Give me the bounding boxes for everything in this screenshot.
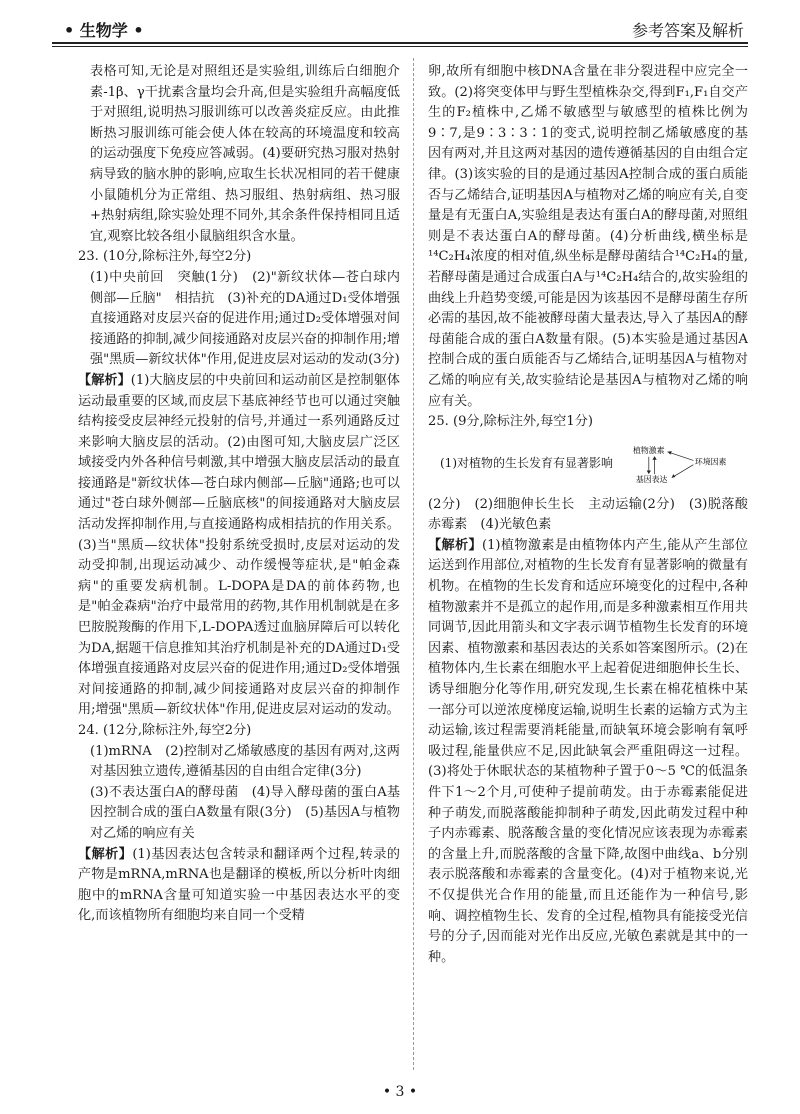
question-heading: 23. (10分,除标注外,每空2分) — [78, 249, 252, 265]
answer: (1)mRNA (2)控制对乙烯敏感度的基因有两对,这两对基因独立遗传,遵循基因的自由组合定律(3分) — [90, 743, 400, 780]
node-gene: 基因表达 — [635, 474, 668, 484]
page-number: • 3 • — [382, 1084, 418, 1100]
answer: (1)对植物的生长发育有显著影响 — [440, 456, 613, 471]
analysis: 【解析】(1)大脑皮层的中央前回和运动前区是控制躯体运动最重要的区域,而皮层下基底神经节也可以通过突触结构接受皮层神经元投射的信号,并通过一系列通路反过来影响大脑皮层的活动。(2)由图可知,大脑皮层广泛区域接受内外各种信号刺激,其中增强大脑皮层活动的最直接通路是"新纹状体—苍白球内侧部—丘脑"通路;也可以通过"苍白球外侧部—丘脑底核"的间接通路对大脑皮层活动发挥抑制作用,与直接通路构成相拮抗的作用关系。(3)当"黑质—纹状体"投射系统受损时,皮层对运动的发动受抑制,出现运动减少、动作缓慢等症状,是"帕金森病"的重要发病机制。L-DOPA是DA的前体药物,也是"帕金森病"治疗中最常用的药物,其作用机制就是在多巴胺脱羧酶的作用下,L-DOPA透过血脑屏障后可以转化为DA,据题干信息推知其治疗机制是补充的DA通过D₁受体增强直接通路对皮层兴奋的促进作用;通过D₂受体增强对间接通路的抑制,减少间接通路对皮层兴奋的抑制作用;增强"黑质—新纹状体"作用,促进皮层对运动的发动。 — [78, 372, 401, 718]
answer-diagram-row — [428, 435, 748, 493]
answer: (2分) (2)细胞伸长生长 主动运输(2分) (3)脱落酸 赤霉素 (4)光敏色素 — [428, 496, 762, 533]
section-title: 参考答案及解析 — [631, 21, 744, 40]
analysis-tag: 【解析】 — [78, 846, 133, 862]
header-rule-thin — [52, 46, 748, 47]
question-heading: 25. (9分,除标注外,每空1分) — [428, 414, 593, 430]
node-hormone: 植物激素 — [633, 445, 665, 455]
analysis-tag: 【解析】 — [78, 372, 131, 388]
paragraph: 卵,故所有细胞中核DNA含量在非分裂进程中应完全一致。(2)将突变体甲与野生型植株杂交,得到F₁,F₁自交产生的F₂植株中,乙烯不敏感型与敏感型的植株比例为9∶7,是9∶3∶3∶1的变式,说明控制乙烯敏感度的基因有两对,并且这两对基因的遗传遵循基因的自由组合定律。(3)该实验的目的是通过基因A控制合成的蛋白质能否与乙烯结合,证明基因A与植物对乙烯的响应有关,自变量是有无蛋白A,实验组是表达有蛋白A的酵母菌,对照组则是不表达蛋白A的酵母菌。(4)分析曲线,横坐标是¹⁴C₂H₄浓度的相对值,纵坐标是酵母菌结合¹⁴C₂H₄的量,若酵母菌是通过合成蛋白A与¹⁴C₂H₄结合的,故实验组的曲线上升趋势变缓,可能是因为该基因不是酵母菌生存所必需的基因,故不能被酵母菌大量表达,导入了基因A的酵母菌能合成的蛋白A数量有限。(5)本实验是通过基因A控制合成的蛋白质能否与乙烯结合,证明基因A与植物对乙烯的响应有关,故实验结论是基因A与植物对乙烯的响应有关。 — [428, 64, 748, 409]
regulation-diagram — [633, 435, 748, 493]
answer: (3)不表达蛋白A的酵母菌 (4)导入酵母菌的蛋白A基因控制合成的蛋白A数量有限(3分) (5)基因A与植物对乙烯的响应有关 — [90, 784, 400, 841]
answer: (1)中央前回 突触(1分) (2)"新纹状体—苍白球内侧部—丘脑" 相拮抗 (3)补充的DA通过D₁受体增强直接通路对皮层兴奋的促进作用;通过D₂受体增强对间接通路的抑制,减少间接通路对皮层兴奋的抑制作用;增强"黑质—新纹状体"作用,促进皮层对运动的发动(3分) — [90, 269, 400, 368]
node-env: 环境因素 — [694, 457, 727, 467]
right-column — [428, 62, 762, 968]
paragraph: 表格可知,无论是对照组还是实验组,训练后白细胞介素-1β、γ干扰素含量均会升高,但是实验组升高幅度低于对照组,说明热习服训练可以改善炎症反应。由此推断热习服训练可能会使人体在较高的环境温度和较高的运动强度下免疫应答减弱。(4)要研究热习服对热射病导致的脑水肿的影响,应取生长状况相同的若干健康小鼠随机分为正常组、热习服组、热射病组、热习服+热射病组,除实验处理不同外,其余条件保持相同且适宜,观察比较各组小鼠脑组织含水量。 — [90, 64, 400, 244]
analysis: 【解析】(1)植物激素是由植物体内产生,能从产生部位运送到作用部位,对植物的生长发育有显著影响的微量有机物。在植物的生长发育和适应环境变化的过程中,各种植物激素并不是孤立的起作用,而是多种激素相互作用共同调节,因此用箭头和文字表示调节植物生长发育的环境因素、植物激素和基因表达的关系如答案图所示。(2)在植物体内,生长素在细胞水平上起着促进细胞伸长生长、诱导细胞分化等作用,研究发现,生长素在棉花植株中某一部分可以逆浓度梯度运输,说明生长素的运输方式为主动运输,该过程需要消耗能量,而缺氧环境会影响有氧呼吸过程,能量供应不足,因此缺氧会严重阻碍这一过程。(3)将处于休眠状态的某植物种子置于0～5 ℃的低温条件下1～2个月,可使种子提前萌发。由于赤霉素能促进种子萌发,而脱落酸能抑制种子萌发,因此萌发过程中种子内赤霉素、脱落酸含量的变化情况应该表现为赤霉素的含量上升,而脱落酸的含量下降,故图中曲线a、b分别表示脱落酸和赤霉素的含量变化。(4)对于植物来说,光不仅提供光合作用的能量,而且还能作为一种信号,影响、调控植物生长、发育的全过程,植物具有能接受光信号的分子,因而能对光作出反应,光敏色素就是其中的一种。 — [428, 537, 748, 965]
arrow-head — [647, 470, 651, 474]
analysis-tag: 【解析】 — [428, 537, 482, 553]
left-column — [78, 62, 400, 927]
arrow-head — [652, 456, 656, 460]
arrow-env-gene — [672, 464, 694, 477]
analysis: 【解析】(1)基因表达包含转录和翻译两个过程,转录的产物是mRNA,mRNA也是翻译的模板,所以分析叶肉细胞中的mRNA含量可知道实验一中基因表达水平的变化,而该植物所有细胞均来自同一个受精 — [78, 846, 400, 924]
question-heading: 24. (12分,除标注外,每空2分) — [78, 723, 252, 738]
page-header — [52, 14, 748, 42]
header-rule — [52, 42, 748, 44]
column-divider — [413, 58, 414, 1070]
arrow-env-hormone — [668, 451, 694, 460]
subject-label: • 生物学 • — [64, 21, 144, 40]
